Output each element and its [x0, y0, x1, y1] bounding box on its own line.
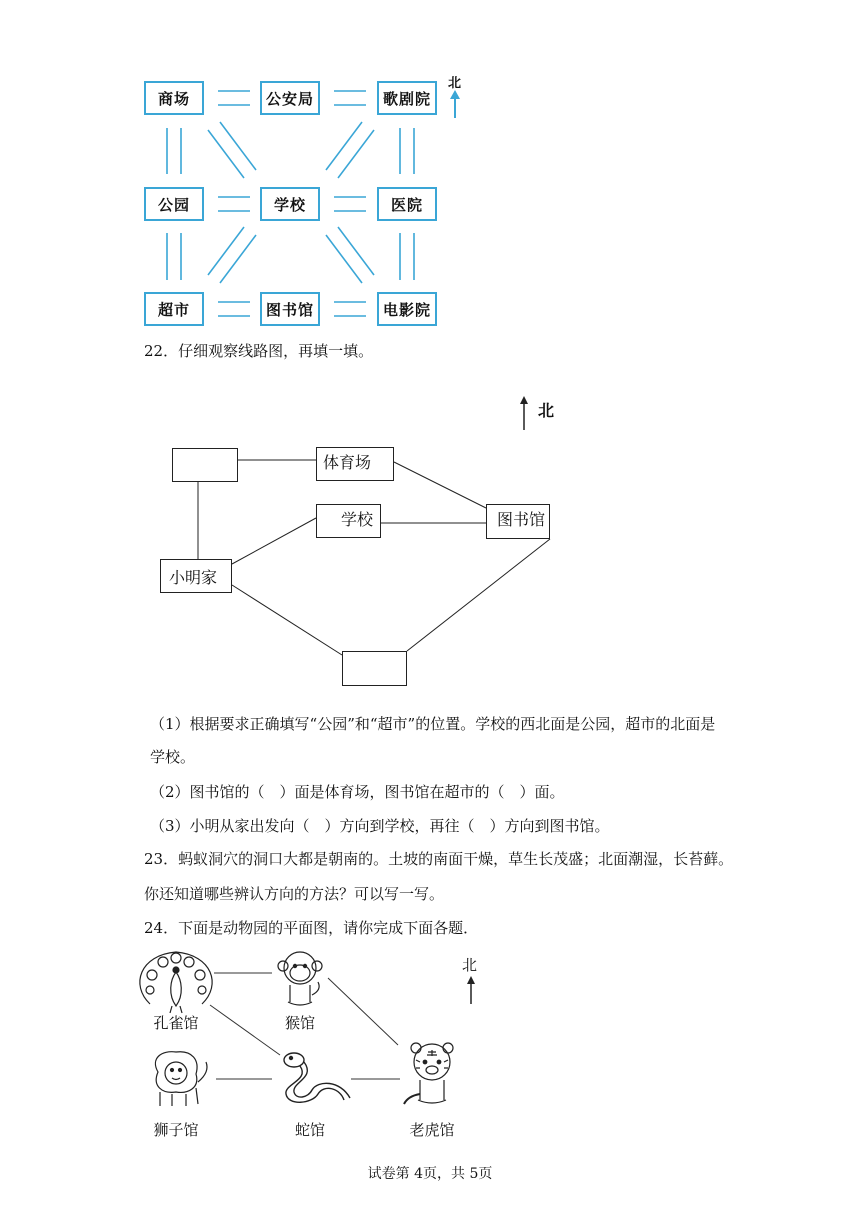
zoo-north-arrow — [467, 976, 475, 1004]
monkey-icon — [278, 952, 322, 1005]
place-stadium: 体育场 — [316, 447, 394, 481]
peacock-icon — [140, 952, 212, 1013]
place-supermarket: 超市 — [144, 292, 204, 326]
place-library: 图书馆 — [260, 292, 320, 326]
page-footer: 试卷第 4页，共 5页 — [367, 1166, 493, 1182]
zoo-north-label: 北 — [462, 956, 478, 974]
place-hospital: 医院 — [377, 187, 437, 221]
q22-north-label: 北 — [538, 401, 555, 420]
place-mall: 商场 — [144, 81, 204, 115]
place-police-station: 公安局 — [260, 81, 320, 115]
label-tiger-hall: 老虎馆 — [409, 1121, 455, 1139]
q22-title: 22．仔细观察线路图，再填一填。 — [144, 342, 374, 360]
label-snake-hall: 蛇馆 — [294, 1121, 325, 1139]
q24-title: 24．下面是动物园的平面图，请你完成下面各题． — [144, 919, 479, 937]
lion-icon — [155, 1052, 207, 1106]
place-xiaoming-home: 小明家 — [160, 559, 232, 593]
label-lion-hall: 狮子馆 — [153, 1121, 199, 1139]
q22-sub1-line2: 学校。 — [150, 748, 196, 766]
place-school: 学校 — [260, 187, 320, 221]
q22-sub2: （2）图书馆的（ ）面是体育场，图书馆在超市的（ ）面。 — [150, 783, 565, 801]
place-park: 公园 — [144, 187, 204, 221]
map1-north-label: 北 — [448, 76, 462, 91]
place-opera-house: 歌剧院 — [377, 81, 437, 115]
q22-sub3: （3）小明从家出发向（ ）方向到学校，再往（ ）方向到图书馆。 — [150, 817, 610, 835]
label-monkey-hall: 猴馆 — [284, 1014, 315, 1032]
label-peacock-hall: 孔雀馆 — [153, 1014, 199, 1032]
place-school-q22: 学校 — [316, 504, 381, 538]
q23-line1: 23．蚂蚁洞穴的洞口大都是朝南的。土坡的南面干燥，草生长茂盛；北面潮湿，长苔藓。 — [144, 850, 734, 868]
q23-line2: 你还知道哪些辨认方向的方法？可以写一写。 — [144, 885, 445, 903]
place-library-q22: 图书馆 — [486, 504, 550, 539]
place-cinema: 电影院 — [377, 292, 437, 326]
snake-icon — [284, 1053, 350, 1102]
q22-sub1-line1: （1）根据要求正确填写“公园”和“超市”的位置。学校的西北面是公园，超市的北面是 — [150, 715, 716, 733]
tiger-icon — [404, 1043, 453, 1104]
